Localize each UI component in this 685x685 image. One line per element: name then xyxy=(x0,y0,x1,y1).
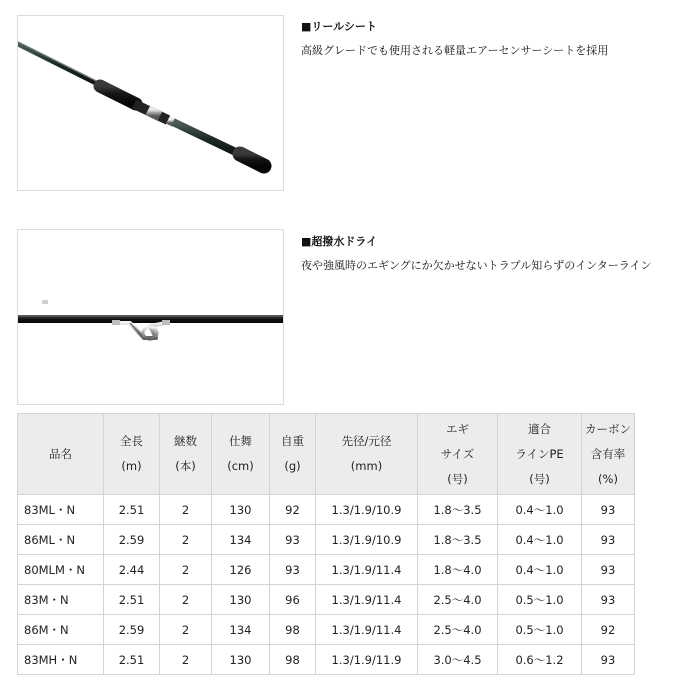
cell-carbon-content: 93 xyxy=(582,645,635,675)
line-guide-image xyxy=(17,229,284,405)
cell-closed-length: 134 xyxy=(212,615,270,645)
cell-weight: 96 xyxy=(270,585,316,615)
header-length: 全長 (m) xyxy=(104,414,160,495)
cell-weight: 93 xyxy=(270,555,316,585)
cell-egi-size: 2.5〜4.0 xyxy=(418,585,498,615)
cell-diameter: 1.3/1.9/10.9 xyxy=(316,495,418,525)
cell-egi-size: 3.0〜4.5 xyxy=(418,645,498,675)
spec-table xyxy=(17,413,635,675)
cell-pieces: 2 xyxy=(160,585,212,615)
header-diameter: 先径/元径 (mm) xyxy=(316,414,418,495)
table-row xyxy=(18,525,635,555)
cell-egi-size: 1.8〜4.0 xyxy=(418,555,498,585)
header-weight: 自重 (g) xyxy=(270,414,316,495)
cell-line-pe: 0.5〜1.0 xyxy=(498,615,582,645)
feature-title-water-repellent: ■超撥水ドライ xyxy=(301,235,378,248)
table-row xyxy=(18,615,635,645)
cell-carbon-content: 92 xyxy=(582,615,635,645)
cell-egi-size: 1.8〜3.5 xyxy=(418,525,498,555)
header-carbon-content: カーボン 含有率 (%) xyxy=(582,414,635,495)
table-header-row xyxy=(18,414,635,495)
cell-line-pe: 0.4〜1.0 xyxy=(498,495,582,525)
cell-weight: 93 xyxy=(270,525,316,555)
header-line-pe: 適合 ラインPE (号) xyxy=(498,414,582,495)
cell-length: 2.59 xyxy=(104,615,160,645)
table-row xyxy=(18,585,635,615)
cell-egi-size: 1.8〜3.5 xyxy=(418,495,498,525)
cell-length: 2.51 xyxy=(104,585,160,615)
cell-diameter: 1.3/1.9/11.9 xyxy=(316,645,418,675)
cell-product-name: 83MH・N xyxy=(18,645,104,675)
feature-title-reel-seat: ■リールシート xyxy=(301,20,377,33)
cell-carbon-content: 93 xyxy=(582,495,635,525)
header-pieces: 継数 (本) xyxy=(160,414,212,495)
cell-carbon-content: 93 xyxy=(582,555,635,585)
cell-length: 2.51 xyxy=(104,495,160,525)
cell-weight: 98 xyxy=(270,615,316,645)
cell-line-pe: 0.5〜1.0 xyxy=(498,585,582,615)
cell-diameter: 1.3/1.9/11.4 xyxy=(316,555,418,585)
cell-product-name: 80MLM・N xyxy=(18,555,104,585)
feature-description-water-repellent: 夜や強風時のエギングにか欠かせないトラブル知らずのインターライン xyxy=(301,259,652,272)
header-product-name: 品名 xyxy=(18,414,104,495)
cell-line-pe: 0.4〜1.0 xyxy=(498,555,582,585)
table-row xyxy=(18,495,635,525)
cell-egi-size: 2.5〜4.0 xyxy=(418,615,498,645)
cell-length: 2.59 xyxy=(104,525,160,555)
cell-product-name: 86ML・N xyxy=(18,525,104,555)
cell-pieces: 2 xyxy=(160,495,212,525)
cell-weight: 98 xyxy=(270,645,316,675)
cell-diameter: 1.3/1.9/11.4 xyxy=(316,585,418,615)
cell-closed-length: 134 xyxy=(212,525,270,555)
cell-closed-length: 130 xyxy=(212,645,270,675)
cell-product-name: 83ML・N xyxy=(18,495,104,525)
feature-description-reel-seat: 高級グレードでも使用される軽量エアーセンサーシートを採用 xyxy=(301,44,609,57)
cell-closed-length: 130 xyxy=(212,495,270,525)
cell-product-name: 86M・N xyxy=(18,615,104,645)
cell-diameter: 1.3/1.9/11.4 xyxy=(316,615,418,645)
table-row xyxy=(18,645,635,675)
cell-carbon-content: 93 xyxy=(582,525,635,555)
cell-line-pe: 0.6〜1.2 xyxy=(498,645,582,675)
cell-diameter: 1.3/1.9/10.9 xyxy=(316,525,418,555)
reel-seat-image xyxy=(17,15,284,191)
cell-line-pe: 0.4〜1.0 xyxy=(498,525,582,555)
table-row xyxy=(18,555,635,585)
cell-pieces: 2 xyxy=(160,645,212,675)
cell-pieces: 2 xyxy=(160,555,212,585)
header-closed-length: 仕舞 (cm) xyxy=(212,414,270,495)
rod-line-guide-illustration xyxy=(18,230,284,405)
cell-closed-length: 130 xyxy=(212,585,270,615)
cell-product-name: 83M・N xyxy=(18,585,104,615)
cell-weight: 92 xyxy=(270,495,316,525)
cell-pieces: 2 xyxy=(160,615,212,645)
header-egi-size: エギ サイズ (号) xyxy=(418,414,498,495)
cell-length: 2.51 xyxy=(104,645,160,675)
cell-pieces: 2 xyxy=(160,525,212,555)
cell-length: 2.44 xyxy=(104,555,160,585)
cell-carbon-content: 93 xyxy=(582,585,635,615)
rod-reel-seat-illustration xyxy=(18,16,284,191)
cell-closed-length: 126 xyxy=(212,555,270,585)
